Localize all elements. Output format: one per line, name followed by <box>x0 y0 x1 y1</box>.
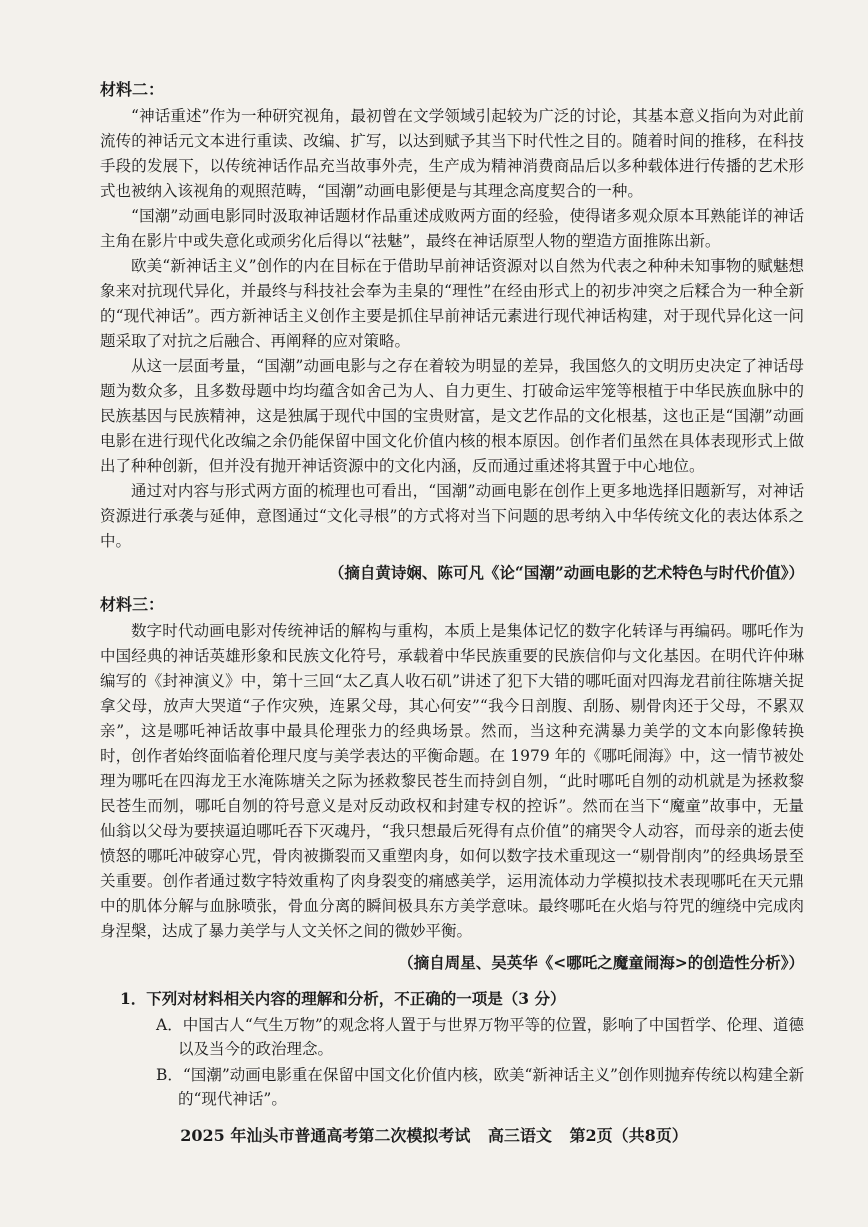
option-a: A．中国古人“气生万物”的观念将人置于与世界万物平等的位置，影响了中国哲学、伦理、道德以及当今的政治理念。 <box>156 1016 804 1058</box>
option-b: B．“国潮”动画电影重在保留中国文化价值内核，欧美“新神话主义”创作则抛弃传统以构建全新的“现代神话”。 <box>156 1066 804 1108</box>
material-three <box>100 593 804 975</box>
material-two <box>100 78 804 585</box>
material-two-paragraph-1: “神话重述”作为一种研究视角，最初曾在文学领域引起较为广泛的讨论，其基本意义指向为对此前流传的神话元文本进行重读、改编、扩写，以达到赋予其当下时代性之目的。随着时间的推移，在科技手段的发展下，以传统神话作品充当故事外壳，生产成为精神消费商品后以多种载体进行传播的艺术形式也被纳入该视角的观照范畴，“国潮”动画电影便是与其理念高度契合的一种。 <box>100 107 804 200</box>
material-three-paragraph: 数字时代动画电影对传统神话的解构与重构，本质上是集体记忆的数字化转译与再编码。哪吒作为中国经典的神话英雄形象和民族文化符号，承载着中华民族重要的民族信仰与文化基因。在明代许仲琳编写的《封神演义》中，第十三回“太乙真人收石矶”讲述了犯下大错的哪吒面对四海龙君前往陈塘关捉拿父母，放声大哭道“子作灾殃，连累父母，其心何安”“我今日剖腹、刮肠、剔骨肉还于父母，不累双亲”，这是哪吒神话故事中最具伦理张力的经典场景。然而，当这种充满暴力美学的文本向影像转换时，创作者始终面临着伦理尺度与美学表达的平衡命题。在 1979 年的《哪吒闹海》中，这一情节被处理为哪吒在四海龙王水淹陈塘关之际为拯救黎民苍生而持剑自刎，“此时哪吒自刎的动机就是为拯救黎民苍生而刎，哪吒自刎的符号意义是对反动政权和封建专权的控诉”。然而在当下“魔童”故事中，无量仙翁以父母为要挟逼迫哪吒吞下灭魂丹，“我只想最后死得有点价值”的痛哭令人动容，而母亲的逝去使愤怒的哪吒冲破穿心咒，骨肉被撕裂而又重塑肉身，如何以数字技术重现这一“剔骨削肉”的经典场景至关重要。创作者通过数字特效重构了肉身裂变的痛感美学，运用流体动力学模拟技术表现哪吒在天元鼎中的肌体分解与血脉喷张，骨血分离的瞬间极具东方美学意味。最终哪吒在火焰与符咒的缠绕中完成肉身涅槃，达成了暴力美学与人文关怀之间的微妙平衡。 <box>100 622 804 940</box>
material-two-paragraph-2: “国潮”动画电影同时汲取神话题材作品重述成败两方面的经验，使得诸多观众原本耳熟能详的神话主角在影片中或失意化或顽劣化后得以“祛魅”，最终在神话原型人物的塑造方面推陈出新。 <box>100 207 804 250</box>
material-three-citation: （摘自周星、吴英华《<哪吒之魔童闹海>的创造性分析》） <box>398 953 804 972</box>
question-1 <box>100 987 804 1111</box>
footer-subject: 高三语文 <box>487 1126 552 1145</box>
material-two-paragraph-3: 欧美“新神话主义”创作的内在目标在于借助早前神话资源对以自然为代表之种种未知事物的赋魅想象来对抗现代异化，并最终与科技社会奉为圭臬的“理性”在经由形式上的初步冲突之后糅合为一种全新的“现代神话”。西方新神话主义创作主要是抓住早前神话元素进行现代神话构建，对于现代异化这一问题采取了对抗之后融合、再阐释的应对策略。 <box>100 257 804 350</box>
material-three-heading: 材料三： <box>100 595 165 614</box>
material-two-heading: 材料二： <box>100 80 165 99</box>
material-two-paragraph-4: 从这一层面考量，“国潮”动画电影与之存在着较为明显的差异，我国悠久的文明历史决定了神话母题为数众多，且多数母题中均均蕴含如舍己为人、自力更生、打破命运牢笼等根植于中华民族血脉中的民族基因与民族精神，这是独属于现代中国的宝贵财富，是文艺作品的文化根基，这也正是“国潮”动画电影在进行现代化改编之余仍能保留中国文化价值内核的根本原因。创作者们虽然在具体表现形式上做出了种种创新，但并没有抛开神话资源中的文化内涵，反而通过重述将其置于中心地位。 <box>100 357 804 475</box>
material-two-citation: （摘自黄诗娴、陈可凡《论“国潮”动画电影的艺术特色与时代价值》） <box>328 563 804 582</box>
page-footer <box>0 1124 868 1148</box>
material-two-paragraph-5: 通过对内容与形式两方面的梳理也可看出，“国潮”动画电影在创作上更多地选择旧题新写，对神话资源进行承袭与延伸，意图通过“文化寻根”的方式将对当下问题的思考纳入中华传统文化的表达体系之中。 <box>100 482 804 550</box>
footer-exam-name: 2025 年汕头市普通高考第二次模拟考试 <box>180 1126 471 1145</box>
footer-page-number: 第2页（共8页） <box>569 1126 688 1145</box>
question-stem: 1．下列对材料相关内容的理解和分析，不正确的一项是（3 分） <box>120 989 566 1008</box>
